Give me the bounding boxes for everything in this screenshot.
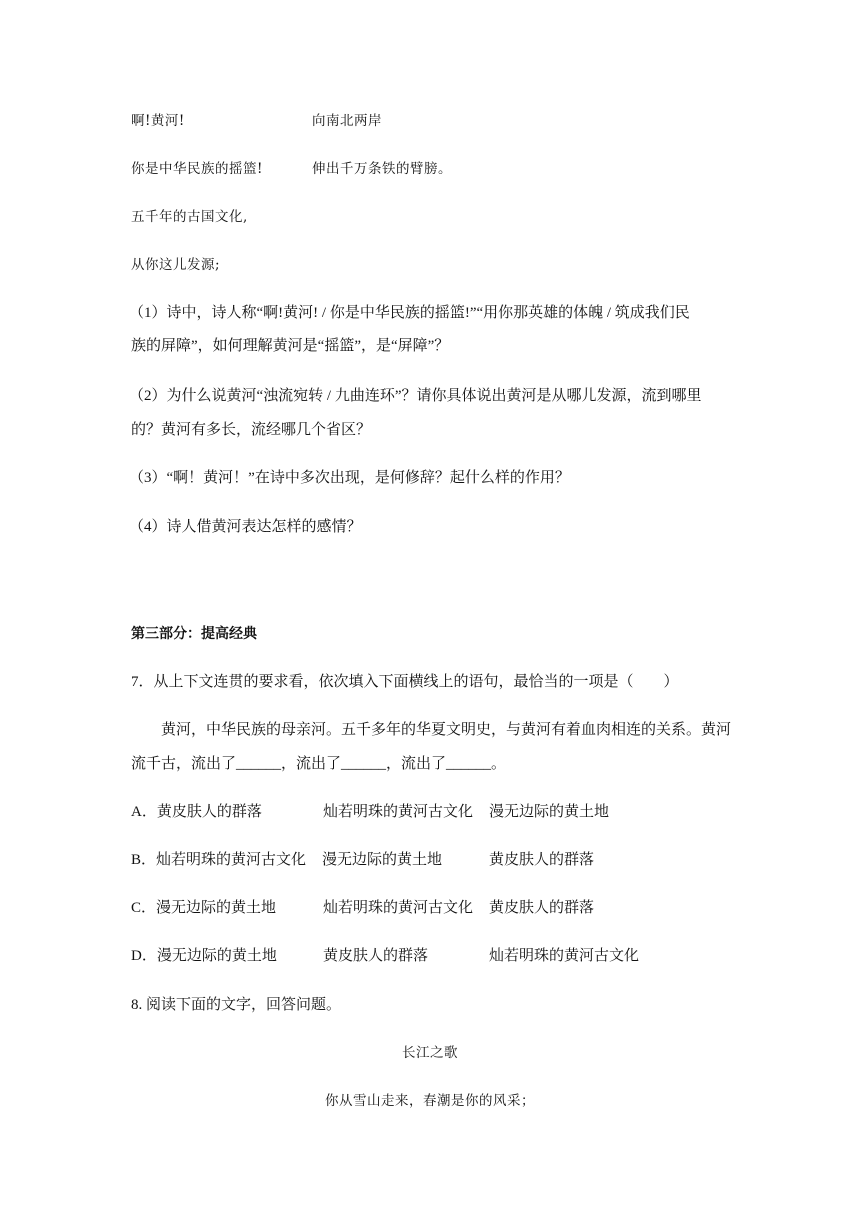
poem-title: 长江之歌 (402, 1045, 458, 1061)
option-b-second: 漫无边际的黄土地 (322, 852, 443, 868)
poem-line-3: 五千年的古国文化, (131, 209, 248, 225)
option-a-label: A．黄皮肤人的群落 (131, 804, 262, 820)
option-a-third: 漫无边际的黄土地 (489, 804, 610, 820)
option-d-second: 黄皮肤人的群落 (323, 948, 429, 964)
section-heading: 第三部分：提高经典 (131, 627, 257, 642)
poem-line-4: 从你这儿发源; (131, 257, 221, 273)
poem-line-2-right: 伸出千万条铁的臂膀。 (312, 161, 452, 177)
option-c-label: C．漫无边际的黄土地 (131, 900, 277, 916)
question-4: （4）诗人借黄河表达怎样的感情？ (129, 519, 362, 535)
option-b-third: 黄皮肤人的群落 (489, 852, 595, 868)
question-2-line-2: 的？黄河有多长，流经哪几个省区？ (131, 422, 372, 438)
option-d-label: D．漫无边际的黄土地 (131, 948, 277, 964)
option-d-third: 灿若明珠的黄河古文化 (489, 948, 640, 964)
question-3: （3）“啊！黄河！”在诗中多次出现，是何修辞？起什么样的作用？ (129, 470, 570, 486)
question-7-passage-line-2: 流千古，流出了______，流出了______，流出了______。 (131, 756, 507, 772)
poem-line-1-left: 啊!黄河! (131, 113, 185, 129)
option-b-label: B．灿若明珠的黄河古文化 (131, 852, 307, 868)
question-2-line-1: （2）为什么说黄河“浊流宛转 / 九曲连环”？请你具体说出黄河是从哪儿发源，流到哪里 (129, 388, 702, 404)
option-c-third: 黄皮肤人的群落 (489, 900, 595, 916)
option-c-second: 灿若明珠的黄河古文化 (323, 900, 474, 916)
poem-first-line: 你从雪山走来，春潮是你的风采； (325, 1093, 535, 1109)
question-8-stem: 8. 阅读下面的文字，回答问题。 (131, 997, 342, 1013)
option-a-second: 灿若明珠的黄河古文化 (323, 804, 474, 820)
question-7-stem: 7．从上下文连贯的要求看，依次填入下面横线上的语句，最恰当的一项是（ ） (131, 674, 679, 690)
poem-line-2-left: 你是中华民族的摇篮! (131, 161, 263, 177)
poem-line-1-right: 向南北两岸 (312, 113, 382, 129)
question-1-line-1: （1）诗中，诗人称“啊!黄河! / 你是中华民族的摇篮!”“用你那英雄的体魄 / 筑成我们民 (129, 305, 690, 321)
question-1-line-2: 族的屏障”，如何理解黄河是“摇篮”，是“屏障”？ (131, 338, 450, 354)
question-7-passage-line-1: 黄河，中华民族的母亲河。五千多年的华夏文明史，与黄河有着血肉相连的关系。黄河 (161, 722, 732, 738)
